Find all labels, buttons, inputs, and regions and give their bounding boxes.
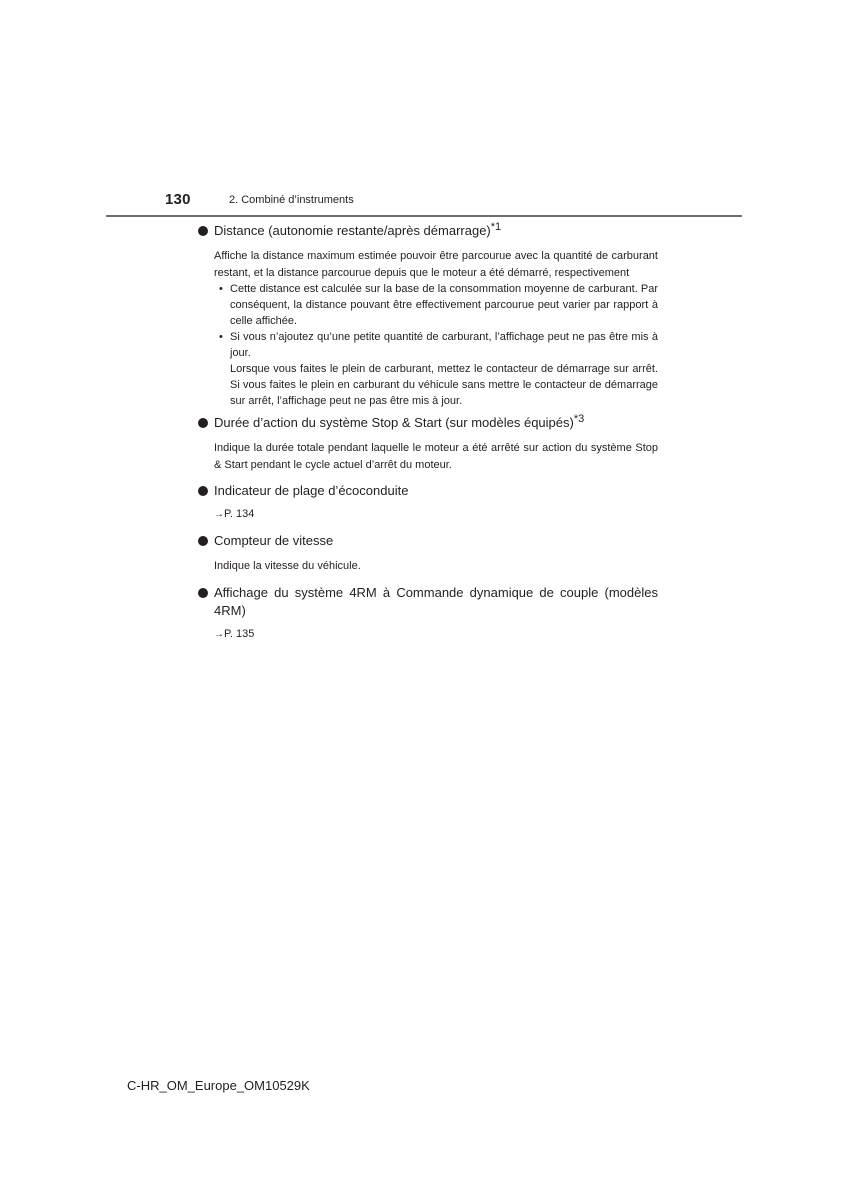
bullet-icon — [198, 226, 208, 236]
note-text: Cette distance est calculée sur la base de la consommation moyenne de carburant. Par conséquent, la distance pouvant être effectivement parcourue peut varier par rapport à celle affichée. — [230, 283, 658, 327]
item-title: Compteur de vitesse — [214, 533, 334, 548]
item-title-text: Distance (autonomie restante/après démarrage) — [214, 223, 491, 238]
item-title — [214, 414, 658, 432]
page-reference-text: P. 134 — [224, 508, 255, 520]
arrow-right-icon: → — [214, 628, 224, 640]
note-item — [214, 329, 658, 409]
list-item-speedometer — [198, 532, 658, 575]
page-reference-text: P. 135 — [224, 627, 255, 640]
list-item-eco-indicator — [198, 482, 658, 523]
bullet-icon — [198, 486, 208, 496]
note-text: Si vous n’ajoutez qu’une petite quantité de carburant, l’affichage peut ne pas être mis à jour. — [230, 331, 658, 359]
item-title: Affichage du système 4RM à Commande dynamique de couple (modèles 4RM) — [214, 584, 658, 618]
item-list — [198, 222, 658, 643]
bullet-icon — [198, 536, 208, 546]
footnote-marker: *3 — [573, 413, 585, 425]
item-description: Indique la durée totale pendant laquelle le moteur a été arrêté sur action du système Stop & Start pendant le cycle actuel d’arrêt du moteur. — [214, 442, 658, 471]
page-reference-link[interactable] — [214, 506, 658, 523]
item-description: Affiche la distance maximum estimée pouvoir être parcourue avec la quantité de carburant restant, et la distance parcourue depuis que le moteur a été démarré, respectivement — [214, 250, 658, 279]
item-title-text: Durée d’action du système Stop & Start (sur modèles équipés) — [214, 415, 574, 430]
small-bullet-icon: • — [219, 331, 223, 343]
bullet-icon — [198, 418, 208, 428]
header-divider — [106, 215, 742, 217]
note-continuation: Lorsque vous faites le plein de carburant, mettez le contacteur de démarrage sur arrêt. Si vous faites le plein en carburant du véhicule sans mettre le contacteur de démarrage sur arrêt, l’affichage peut ne pas être mis à jour. — [230, 363, 658, 407]
bullet-icon — [198, 588, 208, 598]
page-reference-link[interactable] — [214, 626, 658, 643]
list-item-distance — [198, 222, 658, 409]
footnote-marker: *1 — [490, 221, 502, 233]
list-item-awd-display — [198, 584, 658, 643]
list-item-stop-start-duration — [198, 414, 658, 473]
section-title: 2. Combiné d’instruments — [229, 194, 354, 206]
small-bullet-icon: • — [219, 283, 223, 295]
arrow-right-icon: → — [214, 509, 224, 520]
item-title: Indicateur de plage d’écoconduite — [214, 483, 409, 498]
document-code: C-HR_OM_Europe_OM10529K — [127, 1078, 310, 1093]
item-description: Indique la vitesse du véhicule. — [214, 560, 361, 572]
note-list — [214, 281, 658, 409]
item-title — [214, 222, 658, 240]
page-number: 130 — [165, 191, 191, 208]
note-item — [214, 281, 658, 329]
